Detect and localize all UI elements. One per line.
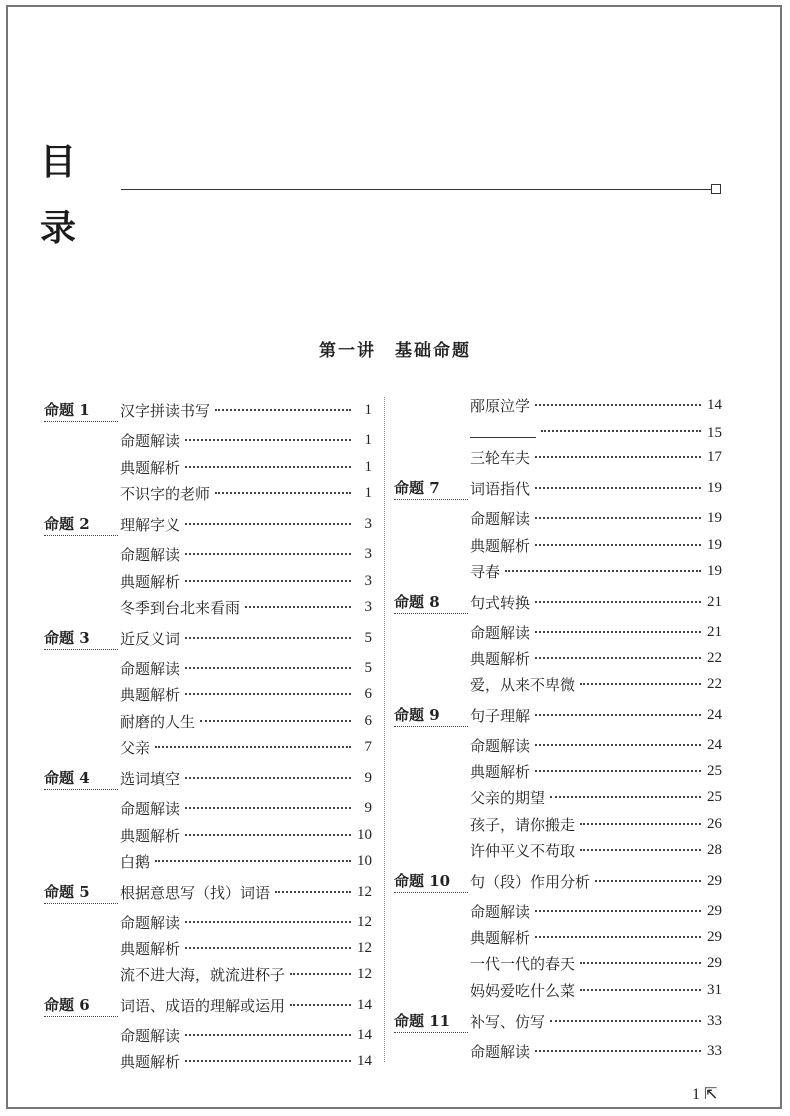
toc-entry-title: 理解字义	[120, 515, 181, 534]
dot-leader	[185, 1034, 351, 1036]
dot-leader	[275, 891, 351, 893]
toc-page-number: 29	[707, 902, 722, 919]
dot-leader	[535, 657, 701, 659]
dot-leader	[185, 439, 351, 441]
toc-entry-title: 命题解读	[470, 1042, 531, 1061]
page-number: 1	[692, 1086, 700, 1103]
toc-page-number: 3	[364, 515, 372, 532]
toc-entry-title: 典题解析	[470, 762, 531, 781]
toc-entry-title: 命题解读	[120, 545, 181, 564]
toc-chapter-row[interactable]	[394, 477, 722, 499]
toc-entry-row[interactable]	[470, 952, 722, 974]
toc-entry-row[interactable]	[120, 824, 372, 846]
toc-page-number: 15	[707, 425, 722, 441]
dot-leader	[535, 544, 701, 546]
toc-page-number: 5	[364, 659, 372, 676]
toc-page-number: 3	[364, 598, 372, 615]
toc-chapter-row[interactable]	[44, 767, 372, 789]
toc-entry-title: 补写、仿写	[470, 1012, 546, 1031]
dot-leader	[245, 606, 351, 608]
toc-entry-title	[470, 424, 536, 442]
dot-leader	[550, 796, 701, 798]
toc-chapter-label: 命题 9	[394, 704, 468, 727]
toc-entry-row[interactable]	[470, 839, 722, 861]
toc-entry-row[interactable]	[470, 734, 722, 756]
dot-leader	[535, 936, 701, 938]
dot-leader	[535, 631, 701, 633]
toc-page-number: 14	[357, 1052, 372, 1069]
toc-chapter-label: 命题 10	[394, 870, 468, 893]
toc-page-number: 1	[364, 431, 372, 448]
toc-page-number: 10	[357, 826, 372, 843]
toc-chapter-row[interactable]	[44, 881, 372, 903]
toc-entry-row[interactable]	[120, 710, 372, 732]
toc-entry-row[interactable]	[470, 673, 722, 695]
toc-page-number: 31	[707, 981, 722, 998]
toc-entry-row[interactable]	[470, 507, 722, 529]
dot-leader	[185, 637, 351, 639]
toc-entry-title: 典题解析	[470, 928, 531, 947]
toc-entry-title: 典题解析	[120, 826, 181, 845]
header-rule-end-box	[711, 184, 721, 194]
dot-leader	[185, 693, 351, 695]
toc-page-number: 12	[357, 913, 372, 930]
toc-page-number: 24	[707, 736, 722, 753]
dot-leader	[215, 409, 351, 411]
toc-page-number: 1	[364, 484, 372, 501]
toc-entry-row[interactable]	[120, 570, 372, 592]
toc-entry-title: 父亲	[120, 738, 151, 757]
toc-entry-title: 白鹅	[120, 852, 151, 871]
dot-leader	[185, 580, 351, 582]
dot-leader	[595, 880, 701, 882]
toc-page-number: 19	[707, 509, 722, 526]
toc-page-number: 9	[364, 769, 372, 786]
dot-leader	[550, 1020, 701, 1022]
toc-entry-row[interactable]	[120, 482, 372, 504]
toc-entry-title: 句子理解	[470, 706, 531, 725]
toc-entry-row[interactable]	[120, 850, 372, 872]
toc-page-number: 28	[707, 841, 722, 858]
dot-leader	[290, 973, 351, 975]
blank-title-rule	[470, 437, 536, 438]
toc-entry-row[interactable]	[120, 543, 372, 565]
toc-page-number: 12	[357, 883, 372, 900]
toc-page-number: 17	[707, 448, 722, 465]
toc-page-number: 6	[364, 712, 372, 729]
dot-leader	[185, 777, 351, 779]
toc-page-number: 14	[357, 996, 372, 1013]
toc-page-number: 12	[357, 939, 372, 956]
toc-page-number: 21	[707, 623, 722, 640]
toc-entry-title: 命题解读	[470, 736, 531, 755]
dot-leader	[185, 667, 351, 669]
toc-entry-title: 近反义词	[120, 629, 181, 648]
toc-entry-row[interactable]	[120, 797, 372, 819]
toc-entry-title: 命题解读	[120, 431, 181, 450]
toc-entry-title: 三轮车夫	[470, 448, 531, 467]
toc-page-number: 25	[707, 762, 722, 779]
toc-entry-title: 孩子，请你搬走	[470, 815, 576, 834]
dot-leader	[185, 1060, 351, 1062]
toc-page-number: 9	[364, 799, 372, 816]
toc-entry-title: 命题解读	[120, 913, 181, 932]
toc-page-number: 29	[707, 954, 722, 971]
toc-entry-row[interactable]	[470, 647, 722, 669]
dot-leader	[580, 962, 701, 964]
toc-entry-row[interactable]	[470, 1040, 722, 1062]
toc-entry-row[interactable]	[470, 900, 722, 922]
toc-entry-title: 典题解析	[120, 1052, 181, 1071]
toc-page-number: 29	[707, 928, 722, 945]
toc-entry-row[interactable]	[470, 926, 722, 948]
toc-entry-title: 句（段）作用分析	[470, 872, 591, 891]
dot-leader	[290, 1004, 351, 1006]
toc-page-number: 19	[707, 562, 722, 579]
toc-entry-title: 词语、成语的理解或运用	[120, 996, 286, 1015]
dot-leader	[535, 517, 701, 519]
toc-page-number: 5	[364, 629, 372, 646]
dot-leader	[155, 860, 351, 862]
dot-leader	[580, 683, 701, 685]
toc-page-number: 33	[707, 1042, 722, 1059]
toc-chapter-label: 命题 6	[44, 994, 118, 1017]
dot-leader	[580, 989, 701, 991]
dot-leader	[535, 601, 701, 603]
toc-entry-title: 典题解析	[470, 536, 531, 555]
toc-chapter-label: 命题 4	[44, 767, 118, 790]
toc-entry-row[interactable]	[120, 1024, 372, 1046]
toc-entry-title: 词语指代	[470, 479, 531, 498]
corner-mark-icon: ⇱	[704, 1086, 718, 1103]
toc-entry-title: 命题解读	[120, 659, 181, 678]
toc-entry-title: 命题解读	[470, 623, 531, 642]
toc-chapter-row[interactable]	[44, 513, 372, 535]
toc-entry-title: 流不进大海，就流进杯子	[120, 965, 286, 984]
dot-leader	[185, 807, 351, 809]
toc-page-number: 3	[364, 572, 372, 589]
toc-page-number: 19	[707, 536, 722, 553]
dot-leader	[215, 492, 351, 494]
toc-entry-title: 典题解析	[120, 572, 181, 591]
dot-leader	[185, 523, 351, 525]
toc-entry-title: 寻春	[470, 562, 501, 581]
toc-entry-title: 典题解析	[120, 939, 181, 958]
toc-entry-title: 邴原泣学	[470, 396, 531, 415]
toc-entry-title: 命题解读	[120, 1026, 181, 1045]
toc-page-number: 7	[364, 738, 372, 755]
title-char-2: 录	[40, 207, 77, 249]
toc-entry-title: 妈妈爱吃什么菜	[470, 981, 576, 1000]
section-title: 第一讲 基础命题	[319, 341, 471, 361]
dot-leader	[580, 849, 701, 851]
title-char-1: 目	[40, 141, 77, 183]
toc-entry-title: 选词填空	[120, 769, 181, 788]
toc-entry-row[interactable]	[120, 736, 372, 758]
toc-chapter-label: 命题 11	[394, 1010, 468, 1033]
toc-chapter-label: 命题 2	[44, 513, 118, 536]
dot-leader	[505, 570, 701, 572]
toc-page-number: 29	[707, 872, 722, 889]
toc-entry-title: 冬季到台北来看雨	[120, 598, 241, 617]
toc-entry-title: 不识字的老师	[120, 484, 211, 503]
toc-entry-row[interactable]	[470, 560, 722, 582]
toc-entry-row[interactable]	[470, 979, 722, 1001]
dot-leader	[185, 921, 351, 923]
dot-leader	[185, 466, 351, 468]
toc-entry-title: 典题解析	[120, 685, 181, 704]
toc-page-number: 22	[707, 675, 722, 692]
toc-page-number: 6	[364, 685, 372, 702]
dot-leader	[535, 910, 701, 912]
dot-leader	[535, 770, 701, 772]
toc-page-number: 12	[357, 965, 372, 982]
toc-page-number: 24	[707, 706, 722, 723]
toc-entry-row[interactable]	[120, 911, 372, 933]
toc-entry-row[interactable]	[470, 534, 722, 556]
toc-chapter-label: 命题 1	[44, 399, 118, 422]
toc-entry-row[interactable]	[120, 429, 372, 451]
page-footer	[692, 1084, 717, 1104]
dot-leader	[185, 947, 351, 949]
toc-entry-row[interactable]	[120, 683, 372, 705]
toc-entry-title: 许仲平义不苟取	[470, 841, 576, 860]
dot-leader	[535, 1050, 701, 1052]
toc-entry-row[interactable]	[120, 963, 372, 985]
dot-leader	[185, 834, 351, 836]
toc-chapter-label: 命题 5	[44, 881, 118, 904]
toc-entry-title: 典题解析	[470, 649, 531, 668]
toc-entry-row[interactable]	[470, 760, 722, 782]
toc-entry-title: 命题解读	[120, 799, 181, 818]
toc-entry-title: 句式转换	[470, 593, 531, 612]
dot-leader	[541, 430, 701, 432]
header-rule	[121, 189, 713, 190]
dot-leader	[580, 823, 701, 825]
dot-leader	[535, 714, 701, 716]
toc-entry-title: 汉字拼读书写	[120, 401, 211, 420]
toc-entry-row[interactable]	[470, 394, 722, 416]
toc-entry-row[interactable]	[120, 937, 372, 959]
toc-entry-row[interactable]	[470, 420, 722, 442]
toc-entry-title: 耐磨的人生	[120, 712, 196, 731]
toc-entry-title: 一代一代的春天	[470, 954, 576, 973]
toc-entry-row[interactable]	[120, 657, 372, 679]
toc-chapter-row[interactable]	[394, 870, 722, 892]
toc-page-number: 22	[707, 649, 722, 666]
toc-entry-row[interactable]	[470, 786, 722, 808]
toc-chapter-row[interactable]	[394, 591, 722, 613]
toc-entry-title: 父亲的期望	[470, 788, 546, 807]
dot-leader	[535, 744, 701, 746]
toc-entry-title: 爱，从来不卑微	[470, 675, 576, 694]
toc-entry-row[interactable]	[470, 621, 722, 643]
toc-chapter-label: 命题 8	[394, 591, 468, 614]
toc-page-number: 14	[707, 396, 722, 413]
toc-entry-row[interactable]	[470, 446, 722, 468]
toc-page-number: 33	[707, 1012, 722, 1029]
toc-page-number: 14	[357, 1026, 372, 1043]
dot-leader	[535, 456, 701, 458]
dot-leader	[185, 553, 351, 555]
dot-leader	[155, 746, 351, 748]
toc-chapter-label: 命题 3	[44, 627, 118, 650]
toc-page-number: 21	[707, 593, 722, 610]
toc-entry-title: 命题解读	[470, 509, 531, 528]
toc-chapter-row[interactable]	[44, 994, 372, 1016]
toc-chapter-row[interactable]	[394, 704, 722, 726]
toc-page-number: 1	[364, 458, 372, 475]
toc-page-number: 10	[357, 852, 372, 869]
toc-entry-title: 典题解析	[120, 458, 181, 477]
toc-entry-row[interactable]	[470, 813, 722, 835]
toc-chapter-label: 命题 7	[394, 477, 468, 500]
toc-chapter-row[interactable]	[44, 399, 372, 421]
toc-page-number: 25	[707, 788, 722, 805]
dot-leader	[200, 720, 351, 722]
dot-leader	[535, 404, 701, 406]
toc-entry-row[interactable]	[120, 596, 372, 618]
toc-entry-row[interactable]	[120, 1050, 372, 1072]
toc-page-number: 19	[707, 479, 722, 496]
toc-chapter-row[interactable]	[394, 1010, 722, 1032]
toc-page-number: 26	[707, 815, 722, 832]
toc-chapter-row[interactable]	[44, 627, 372, 649]
toc-entry-row[interactable]	[120, 456, 372, 478]
toc-page-number: 1	[364, 401, 372, 418]
column-divider	[384, 397, 385, 1062]
toc-page-number: 3	[364, 545, 372, 562]
toc-entry-title: 根据意思写（找）词语	[120, 883, 271, 902]
dot-leader	[535, 487, 701, 489]
toc-entry-title: 命题解读	[470, 902, 531, 921]
